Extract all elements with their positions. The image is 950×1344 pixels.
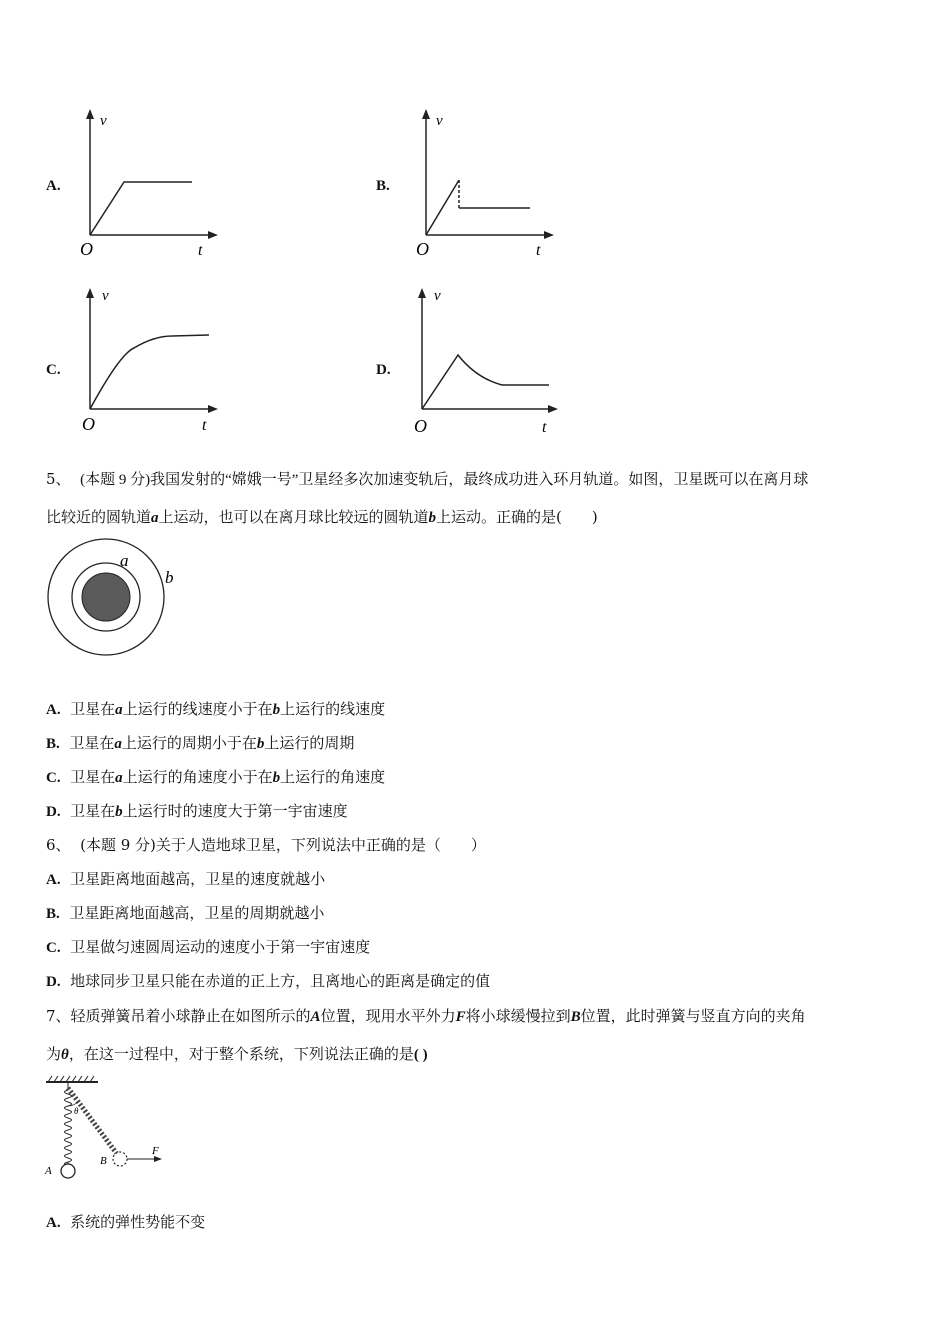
q7-line-1: 7、轻质弹簧吊着小球静止在如图所示的A位置，现用水平外力F将小球缓慢拉到B位置，此时弹簧与竖直方向的夹角 [46, 1007, 806, 1025]
option-d-label: D. [376, 362, 391, 378]
q6-option-a: A. 卫星距离地面越高，卫星的速度就越小 [46, 870, 326, 888]
axis-t-label: t [536, 242, 541, 259]
position-a-label: A [45, 1165, 52, 1177]
axis-v-label: v [100, 113, 107, 129]
graph-b [408, 105, 558, 260]
q6-option-b: B. 卫星距离地面越高，卫星的周期就越小 [46, 904, 325, 922]
axis-v-label: v [434, 288, 441, 304]
graph-d [404, 282, 564, 437]
theta-label: θ [74, 1106, 79, 1116]
q5-option-c: C. 卫星在a上运行的角速度小于在b上运行的角速度 [46, 768, 386, 786]
axis-v-label: v [436, 113, 443, 129]
spring-figure [40, 1074, 170, 1184]
origin-label: O [416, 239, 429, 259]
option-b-label: B. [376, 178, 390, 194]
origin-label: O [82, 414, 95, 434]
option-c-label: C. [46, 362, 61, 378]
q5-line-1: 5、 (本题 9 分)我国发射的“嫦娥一号”卫星经多次加速变轨后，最终成功进入环月轨道。如图，卫星既可以在离月球 [46, 470, 809, 488]
graph-a [72, 105, 222, 260]
axis-t-label: t [198, 242, 203, 259]
q6-option-c: C. 卫星做匀速圆周运动的速度小于第一宇宙速度 [46, 938, 371, 956]
q5-option-b: B. 卫星在a上运行的周期小于在b上运行的周期 [46, 734, 355, 752]
q5-option-a: A. 卫星在a上运行的线速度小于在b上运行的线速度 [46, 700, 386, 718]
origin-label: O [80, 239, 93, 259]
orbit-b-label: b [165, 568, 174, 587]
axis-v-label: v [102, 288, 109, 304]
orbit-a-label: a [120, 551, 129, 570]
orbit-figure [44, 534, 184, 662]
position-b-label: B [100, 1155, 107, 1167]
option-a-label: A. [46, 178, 61, 194]
force-label: F [152, 1145, 159, 1157]
graph-c [72, 282, 222, 437]
q7-line-2: 为θ，在这一过程中，对于整个系统，下列说法正确的是( ) [46, 1045, 428, 1063]
axis-t-label: t [202, 417, 207, 434]
q6-option-d: D. 地球同步卫星只能在赤道的正上方，且离地心的距离是确定的值 [46, 972, 491, 990]
q5-line-2: 比较近的圆轨道a上运动，也可以在离月球比较远的圆轨道b上运动。正确的是( ) [46, 508, 598, 526]
q7-option-a: A. 系统的弹性势能不变 [46, 1213, 206, 1231]
q5-option-d: D. 卫星在b上运行时的速度大于第一宇宙速度 [46, 802, 348, 820]
axis-t-label: t [542, 419, 547, 436]
q6-stem: 6、 (本题 9 分)关于人造地球卫星，下列说法中正确的是（ ） [46, 836, 486, 854]
origin-label: O [414, 416, 427, 436]
